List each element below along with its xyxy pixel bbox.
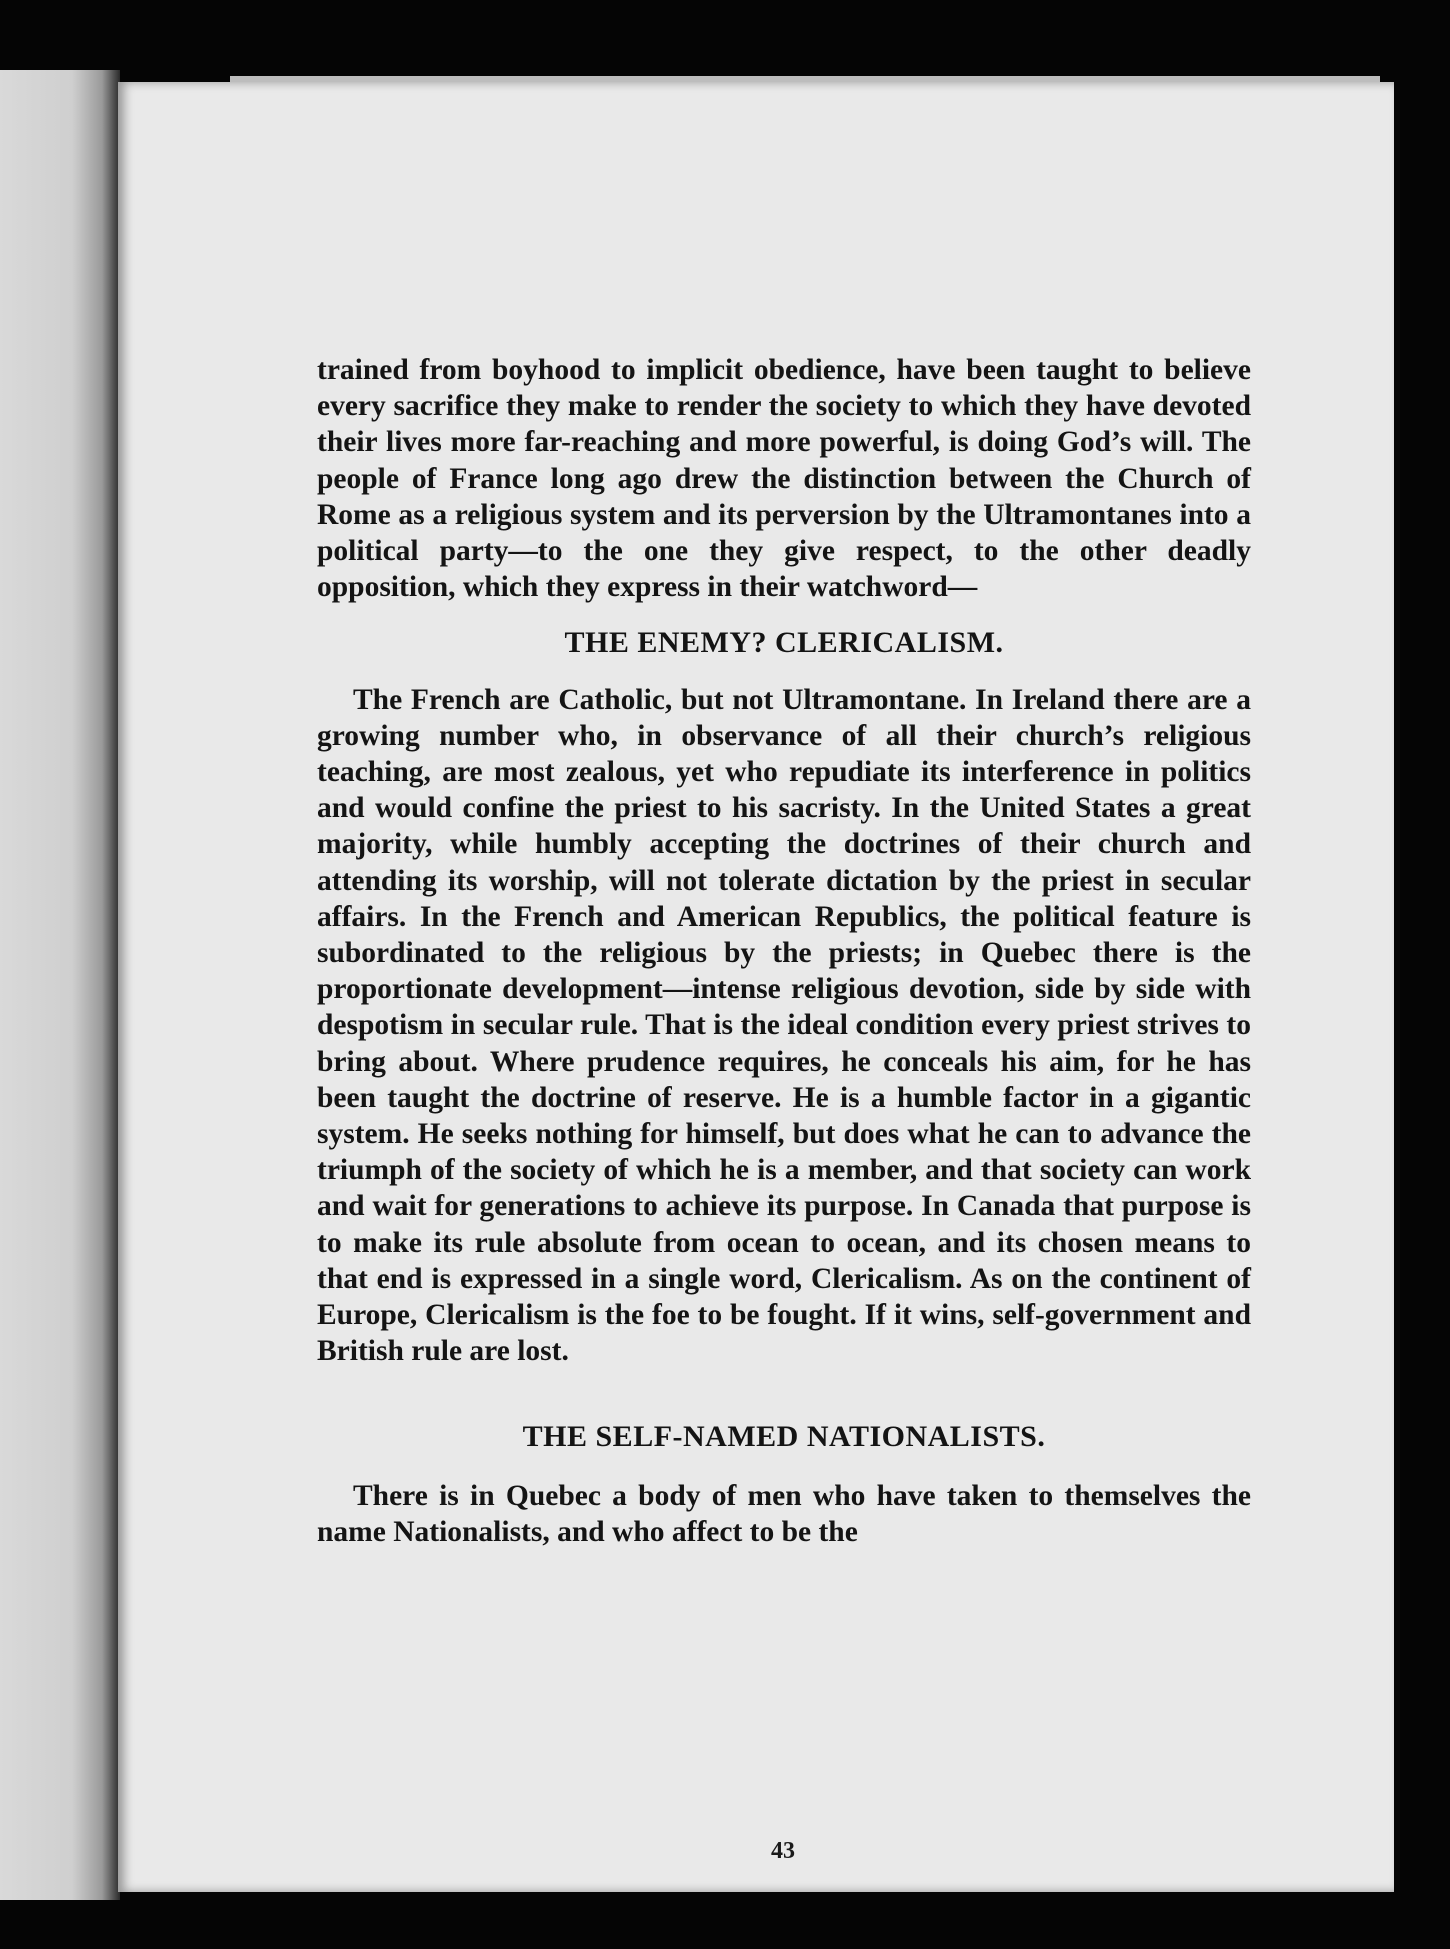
body-paragraph-nationalists: There is in Quebec a body of men who have taken to themselves the name Nationalists, and who affect to be the [317,1479,1251,1548]
section-heading-nationalists: THE SELF-NAMED NATIONALISTS. [522,1420,1046,1454]
text-column [317,352,1251,1550]
body-paragraph-clericalism: The French are Catholic, but not Ultramontane. In Ireland there are a growing number who, in observance of all their church’s religious teaching, are most zealous, yet who repudiate its interference in politics and would confine the priest to his sacristy. In the United States a great majority, while humbly accepting the doctrines of their church and attending its worship, will not tolerate dictation by the priest in secular affairs. In the French and American Republics, the political feature is subordinated to the religious by the priests; in Quebec there is the proportionate development—intense religious devotion, side by side with despotism in secular rule. That is the ideal condition every priest strives to bring about. Where prudence requires, he conceals his aim, for he has been taught the doctrine of reserve. He is a humble factor in a gigantic system. He seeks nothing for himself, but does what he can to advance the triumph of the society of which he is a member, and that society can work and wait for generations to achieve its purpose. In Canada that purpose is to make its rule absolute from ocean to ocean, and its chosen means to that end is expressed in a single word, Clericalism. As on the continent of Europe, Clericalism is the foe to be fought. If it wins, self-government and British rule are lost. [317,683,1251,1368]
section-heading-clericalism: THE ENEMY? CLERICALISM. [564,626,1004,660]
book-page [118,82,1394,1892]
left-page-edge [0,70,120,1900]
page-number: 43 [771,1838,795,1864]
opening-paragraph: trained from boyhood to implicit obedience, have been taught to believe every sacrifice they make to render the society to which they have devoted their lives more far-reaching and more powerful, is doing God’s will. The people of France long ago drew the distinction between the Church of Rome as a religious system and its perversion by the Ultramontanes into a political party—to the one they give respect, to the other deadly opposition, which they express in their watchword— [317,354,1251,604]
